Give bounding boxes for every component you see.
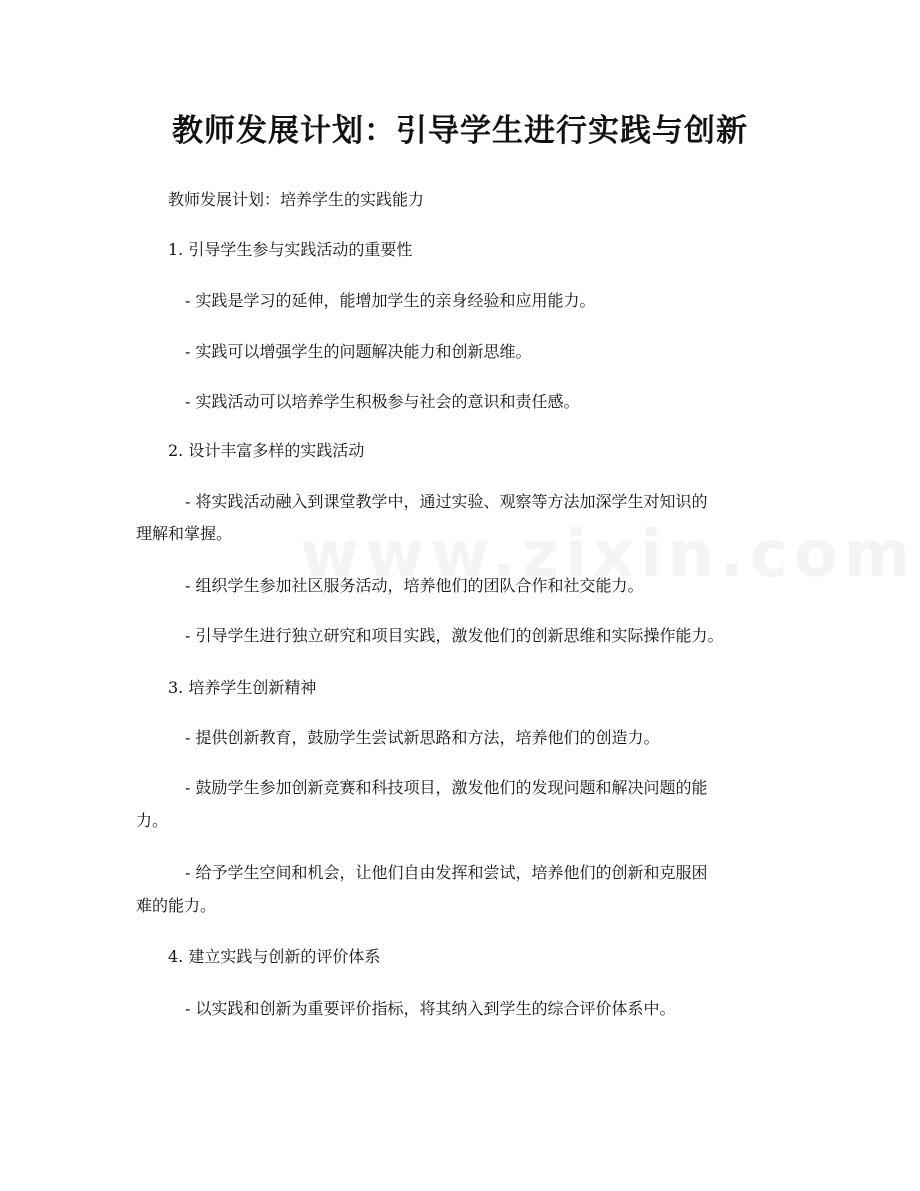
section-heading: 4. 建立实践与创新的评价体系 [168, 947, 381, 966]
list-item: - 引导学生进行独立研究和项目实践，激发他们的创新思维和实际操作能力。 [185, 626, 724, 645]
list-item: - 实践活动可以培养学生积极参与社会的意识和责任感。 [185, 392, 580, 411]
list-item: - 组织学生参加社区服务活动，培养他们的团队合作和社交能力。 [185, 576, 644, 595]
document-title: 教师发展计划：引导学生进行实践与创新 [172, 113, 748, 149]
list-item: - 将实践活动融入到课堂教学中，通过实验、观察等方法加深学生对知识的 [185, 492, 708, 511]
section-heading: 2. 设计丰富多样的实践活动 [168, 441, 365, 460]
list-item: - 鼓励学生参加创新竞赛和科技项目，激发他们的发现问题和解决问题的能 [185, 778, 708, 797]
list-item: - 实践可以增强学生的问题解决能力和创新思维。 [185, 342, 532, 361]
list-item-continuation: 理解和掌握。 [136, 524, 233, 543]
section-heading: 1. 引导学生参与实践活动的重要性 [168, 240, 413, 259]
list-item: - 以实践和创新为重要评价指标，将其纳入到学生的综合评价体系中。 [185, 999, 676, 1018]
subtitle: 教师发展计划：培养学生的实践能力 [168, 190, 425, 209]
list-item-continuation: 力。 [136, 811, 169, 830]
list-item: - 给予学生空间和机会，让他们自由发挥和尝试，培养他们的创新和克服困 [185, 863, 708, 882]
list-item: - 实践是学习的延伸，能增加学生的亲身经验和应用能力。 [185, 291, 596, 310]
list-item: - 提供创新教育，鼓励学生尝试新思路和方法，培养他们的创造力。 [185, 728, 660, 747]
section-heading: 3. 培养学生创新精神 [168, 678, 317, 697]
list-item-continuation: 难的能力。 [136, 896, 217, 915]
